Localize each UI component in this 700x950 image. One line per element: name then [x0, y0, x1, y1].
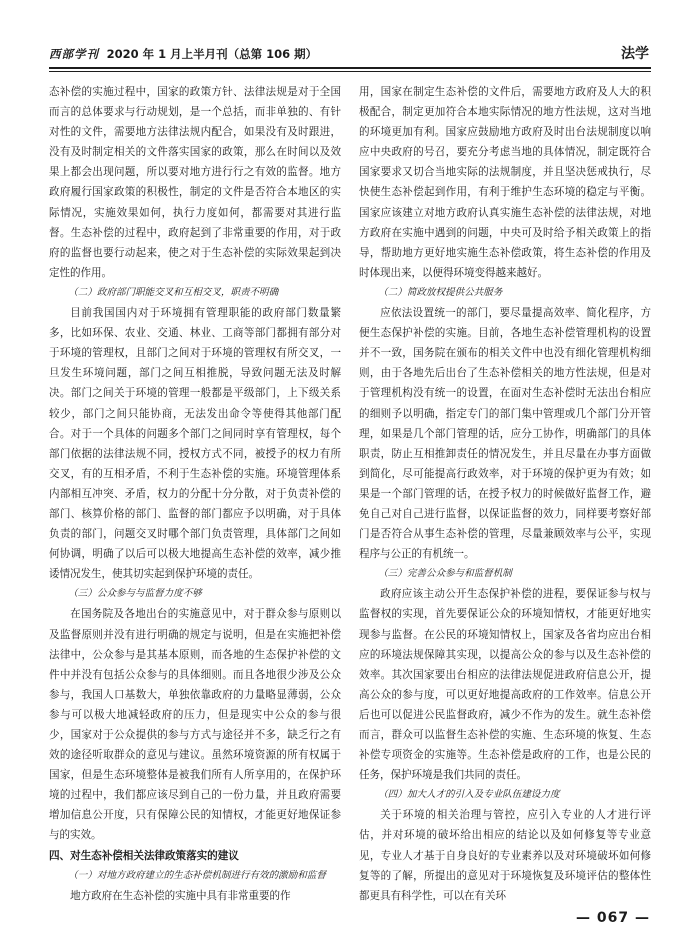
- journal-logo: 西部学刊: [49, 47, 99, 61]
- paragraph: 目前我国国内对于环境拥有管理职能的政府部门数量繁多，比如环保、农业、交通、林业、工商等部门都拥有部分对于环境的管理权，且部门之间对于环境的管理权有所交叉，一旦发生环境问题，部门之间互相推脱，导致问题无法及时解决。部门之间关于环境的管理一般都是平级部门，上下级关系较少，部门之间只能协商，无法发出命令等使得其他部门配合。对于一个具体的问题多个部门之间同时享有管理权，每个部门依据的法律法规不同，授权方式不同，被授予的权力有所交叉，有的互相矛盾，不利于生态补偿的实施。环境管理体系内部相互冲突、矛盾，权力的分配十分分散，对于负责补偿的部门、核算价格的部门、监督的部门都应予以明确，对于具体负责的部门，问题交叉时哪个部门负责管理，具体部门之间如何协调，明确了以后可以极大地提高生态补偿的效率，减少推诿情况发生，使其切实起到保护环境的责任。: [49, 307, 341, 581]
- section-title: 法学: [621, 46, 649, 62]
- paragraph: 在国务院及各地出台的实施意见中，对于群众参与原则以及监督原则并没有进行明确的规定与说明，但是在实施把补偿法律中，公众参与是其基本原则，而各地的生态保护补偿的文件中并没有包括公众参与的具体细则。而且各地很少涉及公众参与，我国人口基数大，单独依靠政府的力量略显薄弱，公众参与可以极大地减轻政府的压力，但是现实中公众的参与很少，国家对于公众提供的参与方式与途径并不多，缺乏行之有效的途径听取群众的意见与建议。虽然环境资源的所有权属于国家，但是生态环境整体是被我们所有人所享用的，在保护环境的过程中，我们都应该尽到自己的一份力量，并且政府需要增加信息公开度，只有保障公民的知情权，才能更好地保证参与的实效。: [49, 608, 341, 842]
- issue-info: 2020 年 1 月上半月刊（总第 106 期）: [106, 47, 318, 61]
- section-heading: 四、对生态补偿相关法律政策落实的建议: [49, 849, 239, 862]
- subsection-heading: （四）加大人才的引入及专业队伍建设力度: [378, 789, 560, 801]
- subsection-heading: （二）简政放权提供公共服务: [378, 286, 503, 298]
- right-column: [359, 82, 651, 906]
- paragraph-continued: 用，国家在制定生态补偿的文件后，需要地方政府及人大的积极配合，制定更加符合本地实际情况的地方性法规，这对当地的环境更加有利。国家应鼓励地方政府及时出台法规制度以响应中央政府的号召，要充分考虑当地的具体情况，制定既符合国家要求又切合当地实际的法规制度，并且坚决惩戒执行，尽快使生态补偿起到作用，有利于维护生态环境的稳定与平衡。国家应该建立对地方政府认真实施生态补偿的法律法规，对地方政府在实施中遇到的问题，中央可及时给予相关政策上的指导，帮助地方更好地实施生态补偿政策，将生态补偿的作用及时体现出来，以便得环境变得越来越好。: [359, 86, 651, 279]
- paragraph: 政府应该主动公开生态保护补偿的进程，要保证参与权与监督权的实现，首先要保证公众的环境知情权，才能更好地实现参与监督。在公民的环境知情权上，国家及各省均应出台相应的环境法规保障其实现，以提高公众的参与以及生态补偿的效率。其次国家要出台相应的法律法规促进政府信息公开，提高公众的参与度，可以更好地提高政府的工作效率。信息公开后也可以促进公民监督政府，减少不作为的发生。就生态补偿而言，群众可以监督生态补偿的实施、生态环境的恢复、生态补偿专项资金的实施等。生态补偿是政府的工作，也是公民的任务，保护环境是我们共同的责任。: [359, 588, 651, 782]
- page-header: [49, 44, 651, 66]
- subsection-heading: （一）对地方政府建立的生态补偿机制进行有效的激励和监督: [68, 869, 326, 881]
- paragraph: 关于环境的相关治理与管控，应引入专业的人才进行评估，并对环境的破坏给出相应的结论以及如何修复等专业意见，专业人才基于自身良好的专业素养以及对环境破坏如何修复等的了解，所提出的意见对于环境恢复及环境评估的整体性都更具有科学性，可以在有关环: [359, 809, 651, 902]
- paragraph: 地方政府在生态补偿的实施中具有非常重要的作: [70, 889, 291, 902]
- subsection-heading: （二）政府部门职能交叉和互相交叉，职责不明确: [68, 286, 279, 298]
- subsection-heading: （三）完善公众参与和监督机制: [378, 568, 512, 580]
- paragraph: 应依法设置统一的部门，要尽量提高效率、简化程序，方便生态保护补偿的实施。目前，各地生态补偿管理机构的设置并不一致，国务院在颁布的相关文件中也没有细化管理机构细则，由于各地先后出台了生态补偿相关的地方性法规，但是对于管理机构没有统一的设置，在面对生态补偿时无法出台相应的细则予以明确，指定专门的部门集中管理或几个部门分开管理，如果是几个部门管理的话，应分工协作，明确部门的具体职责，防止互相推卸责任的情况发生，并且尽量在办事方面做到简化，尽可能提高行政效率，对于环境的保护更为有效；如果是一个部门管理的话，在授予权力的时候做好监督工作，避免自己对自己进行监督，以保证监督的效力，同样要考察好部门是否符合从事生态补偿的管理，尽量兼顾效率与公平，实现程序与公正的有机统一。: [359, 307, 651, 561]
- subsection-heading: （三）公众参与与监督力度不够: [68, 588, 202, 600]
- header-rule-thin: [49, 71, 651, 72]
- masthead: [49, 44, 317, 64]
- left-column: [49, 82, 341, 906]
- paragraph-continued: 态补偿的实施过程中，国家的政策方针、法律法规是对于全国而言的总体要求与行动规划，是一个总括，而非单独的、有针对性的文件，需要地方法律法规内配合，如果没有及时跟进，没有及时制定相关的文件落实国家的政策，那么在时间以及效果上都会出现问题，所以要对地方进行行之有效的监督。地方政府履行国家政策的积极性，制定的文件是否符合本地区的实际情况，实施效果如何，执行力度如何，都需要对其进行监督。生态补偿的过程中，政府起到了非常重要的作用，对于政府的监督也要行动起来，使之对于生态补偿的实际效果起到决定性的作用。: [49, 86, 341, 279]
- header-rule-thick: [49, 67, 651, 69]
- page-number: — 067 —: [576, 910, 650, 926]
